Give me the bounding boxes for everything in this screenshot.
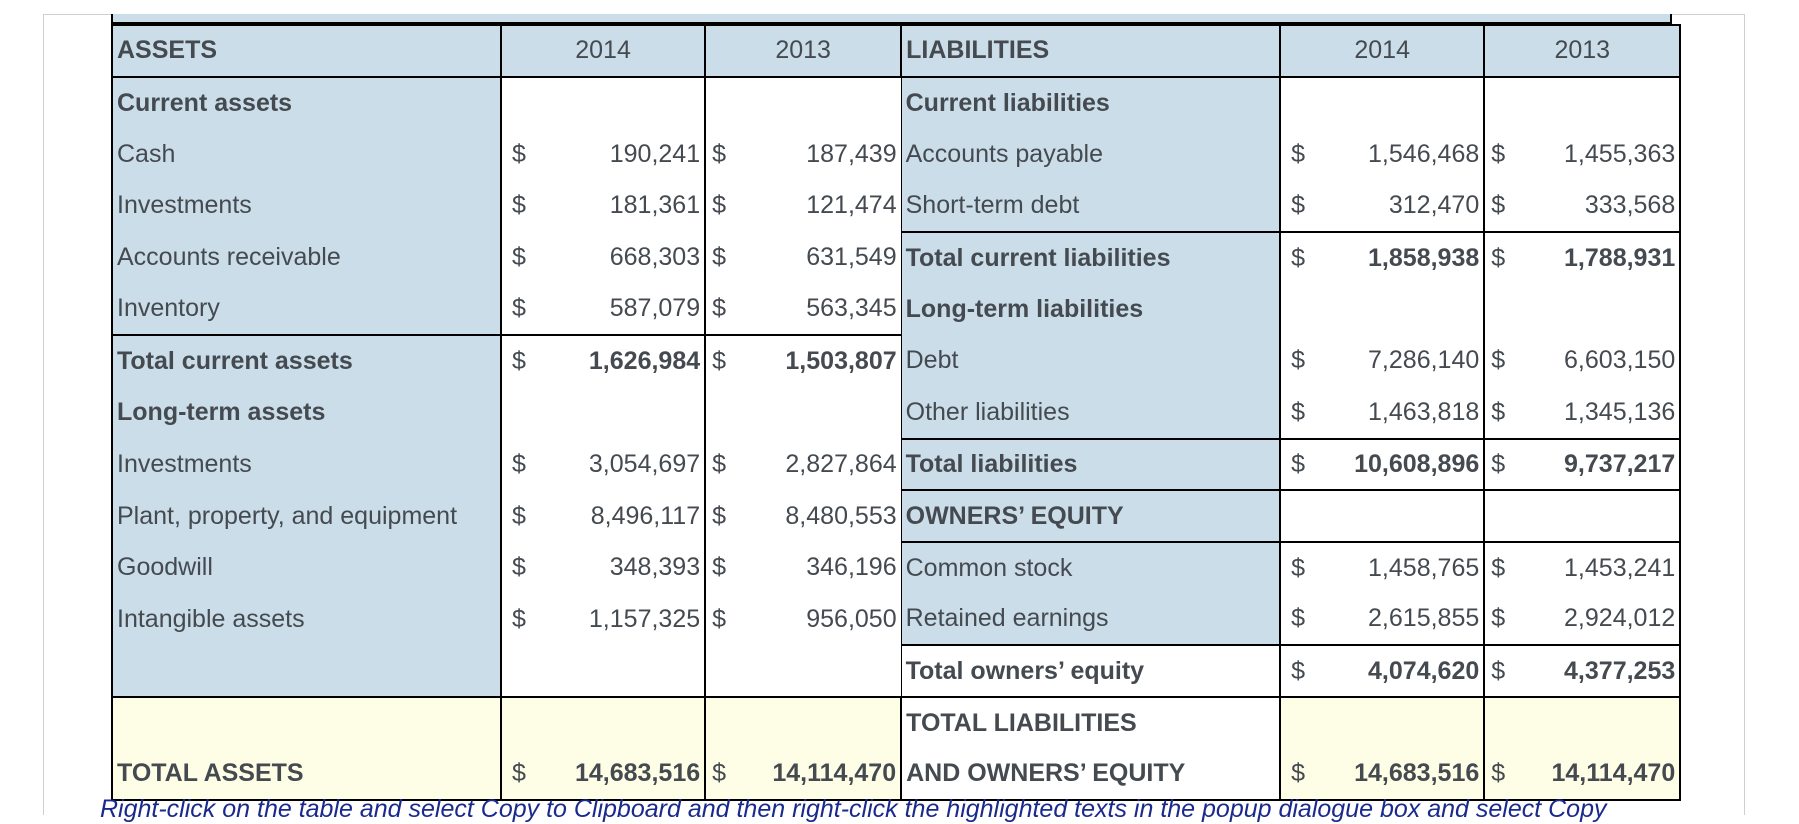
assets-year-2013-header: 2013 — [705, 25, 901, 77]
liability-2014-currency — [1280, 283, 1350, 335]
totals-spacer — [705, 697, 730, 749]
liability-label: Current liabilities — [901, 77, 1280, 129]
asset-label: Long-term assets — [112, 387, 501, 439]
liability-2013-value: 1,455,363 — [1509, 128, 1680, 180]
liability-label: OWNERS’ EQUITY — [901, 490, 1280, 542]
liability-2014-currency — [1280, 490, 1350, 542]
asset-label: Current assets — [112, 77, 501, 129]
table-row — [112, 232, 1680, 284]
asset-label — [112, 645, 501, 697]
liability-label: Total current liabilities — [901, 232, 1280, 284]
totals-spacer — [1509, 697, 1680, 749]
asset-2014-value — [571, 387, 705, 439]
asset-2013-value: 956,050 — [730, 594, 901, 646]
asset-2013-value — [730, 645, 901, 697]
total-liabilities-equity-label-line2: AND OWNERS’ EQUITY — [901, 749, 1280, 801]
asset-2014-currency: $ — [501, 128, 571, 180]
asset-label: Cash — [112, 128, 501, 180]
total-assets-2013-currency: $ — [705, 749, 730, 801]
liability-2013-value: 9,737,217 — [1509, 439, 1680, 491]
liability-2014-currency: $ — [1280, 180, 1350, 232]
asset-2014-value: 587,079 — [571, 283, 705, 335]
asset-2013-value — [730, 77, 901, 129]
total-liab-2014-value: 14,683,516 — [1350, 749, 1484, 801]
balance-sheet-table[interactable] — [111, 24, 1681, 801]
asset-2014-value: 3,054,697 — [571, 439, 705, 491]
asset-2014-currency: $ — [501, 232, 571, 284]
liability-2014-value — [1350, 77, 1484, 129]
asset-label: Investments — [112, 439, 501, 491]
liability-label: Retained earnings — [901, 594, 1280, 646]
liability-2014-currency: $ — [1280, 594, 1350, 646]
asset-2013-currency: $ — [705, 542, 730, 594]
liability-2014-currency: $ — [1280, 335, 1350, 387]
instruction-footnote: Right-click on the table and select Copy to Clipboard and then right-click the highlighted texts in the popup dialogue box and select Copy — [100, 795, 1607, 823]
totals-spacer — [1280, 697, 1350, 749]
asset-2013-currency: $ — [705, 180, 730, 232]
table-top-band — [111, 14, 1672, 24]
asset-label: Investments — [112, 180, 501, 232]
asset-2014-value: 190,241 — [571, 128, 705, 180]
totals-row-top — [112, 697, 1680, 749]
total-liab-2013-value: 14,114,470 — [1509, 749, 1680, 801]
table-row — [112, 542, 1680, 594]
liability-2014-value — [1350, 283, 1484, 335]
asset-label: Intangible assets — [112, 594, 501, 646]
asset-2014-value — [571, 77, 705, 129]
asset-2013-currency: $ — [705, 439, 730, 491]
asset-2013-value: 187,439 — [730, 128, 901, 180]
asset-label: Total current assets — [112, 335, 501, 387]
liability-2013-currency: $ — [1484, 594, 1509, 646]
table-row — [112, 180, 1680, 232]
liability-label: Total owners’ equity — [901, 645, 1280, 697]
liability-2013-currency: $ — [1484, 335, 1509, 387]
liability-2014-value: 1,463,818 — [1350, 387, 1484, 439]
liability-2013-value: 6,603,150 — [1509, 335, 1680, 387]
liability-2014-currency: $ — [1280, 645, 1350, 697]
total-assets-label: TOTAL ASSETS — [112, 749, 501, 801]
asset-2014-value: 1,157,325 — [571, 594, 705, 646]
liability-2013-currency — [1484, 490, 1509, 542]
table-row — [112, 490, 1680, 542]
asset-2013-currency — [705, 387, 730, 439]
totals-spacer — [1484, 697, 1509, 749]
liabilities-year-2014-header: 2014 — [1280, 25, 1484, 77]
asset-2014-value: 8,496,117 — [571, 490, 705, 542]
liability-2013-value: 1,788,931 — [1509, 232, 1680, 284]
liability-2014-value: 2,615,855 — [1350, 594, 1484, 646]
liability-2013-value — [1509, 490, 1680, 542]
asset-2013-currency: $ — [705, 128, 730, 180]
asset-2014-currency — [501, 387, 571, 439]
liability-2014-value: 7,286,140 — [1350, 335, 1484, 387]
asset-2013-value — [730, 387, 901, 439]
total-liabilities-equity-label-line1: TOTAL LIABILITIES — [901, 697, 1280, 749]
liability-2013-currency: $ — [1484, 439, 1509, 491]
asset-2013-value: 121,474 — [730, 180, 901, 232]
totals-spacer — [571, 697, 705, 749]
liability-2014-currency: $ — [1280, 387, 1350, 439]
liability-2014-value: 10,608,896 — [1350, 439, 1484, 491]
liability-label: Accounts payable — [901, 128, 1280, 180]
asset-2014-currency: $ — [501, 490, 571, 542]
liability-2014-currency: $ — [1280, 542, 1350, 594]
table-row — [112, 283, 1680, 335]
liability-2013-currency: $ — [1484, 180, 1509, 232]
assets-header: ASSETS — [112, 25, 501, 77]
table-row — [112, 439, 1680, 491]
liability-2013-currency — [1484, 283, 1509, 335]
asset-2014-value: 348,393 — [571, 542, 705, 594]
asset-2014-currency: $ — [501, 283, 571, 335]
liability-2014-value: 1,858,938 — [1350, 232, 1484, 284]
liability-2013-value — [1509, 77, 1680, 129]
liability-2014-value: 4,074,620 — [1350, 645, 1484, 697]
asset-label: Accounts receivable — [112, 232, 501, 284]
liabilities-year-2013-header: 2013 — [1484, 25, 1680, 77]
header-row — [112, 25, 1680, 77]
liability-label: Total liabilities — [901, 439, 1280, 491]
liability-2013-currency: $ — [1484, 645, 1509, 697]
asset-2014-currency: $ — [501, 439, 571, 491]
liability-2014-value: 312,470 — [1350, 180, 1484, 232]
totals-spacer — [112, 697, 501, 749]
liability-label: Other liabilities — [901, 387, 1280, 439]
liability-2013-currency: $ — [1484, 542, 1509, 594]
total-liab-2013-currency: $ — [1484, 749, 1509, 801]
liability-2014-currency: $ — [1280, 128, 1350, 180]
total-assets-2013-value: 14,114,470 — [730, 749, 901, 801]
table-row — [112, 387, 1680, 439]
liability-2013-value: 1,345,136 — [1509, 387, 1680, 439]
asset-2013-value: 2,827,864 — [730, 439, 901, 491]
asset-2013-value: 563,345 — [730, 283, 901, 335]
liability-2013-value — [1509, 283, 1680, 335]
asset-2014-value: 1,626,984 — [571, 335, 705, 387]
asset-2013-value: 631,549 — [730, 232, 901, 284]
asset-2013-currency: $ — [705, 594, 730, 646]
table-row — [112, 335, 1680, 387]
table-row — [112, 77, 1680, 129]
totals-spacer — [501, 697, 571, 749]
asset-2013-currency: $ — [705, 490, 730, 542]
liability-label: Long-term liabilities — [901, 283, 1280, 335]
asset-2014-currency: $ — [501, 594, 571, 646]
liability-2014-value — [1350, 490, 1484, 542]
asset-2014-value — [571, 645, 705, 697]
liability-label: Short-term debt — [901, 180, 1280, 232]
liability-label: Debt — [901, 335, 1280, 387]
table-row — [112, 645, 1680, 697]
total-assets-2014-value: 14,683,516 — [571, 749, 705, 801]
asset-2014-currency: $ — [501, 542, 571, 594]
liability-2013-value: 2,924,012 — [1509, 594, 1680, 646]
liability-2014-value: 1,458,765 — [1350, 542, 1484, 594]
liability-2014-currency: $ — [1280, 232, 1350, 284]
liability-2013-currency: $ — [1484, 128, 1509, 180]
asset-2014-currency: $ — [501, 335, 571, 387]
asset-label: Inventory — [112, 283, 501, 335]
asset-2014-currency — [501, 77, 571, 129]
liability-2013-currency: $ — [1484, 232, 1509, 284]
totals-spacer — [730, 697, 901, 749]
liability-2014-currency: $ — [1280, 439, 1350, 491]
asset-2013-currency: $ — [705, 232, 730, 284]
liability-2013-currency — [1484, 77, 1509, 129]
liability-2013-currency: $ — [1484, 387, 1509, 439]
total-liab-2014-currency: $ — [1280, 749, 1350, 801]
asset-2014-currency: $ — [501, 180, 571, 232]
liabilities-header: LIABILITIES — [901, 25, 1280, 77]
liability-2013-value: 1,453,241 — [1509, 542, 1680, 594]
liability-2013-value: 4,377,253 — [1509, 645, 1680, 697]
asset-2014-currency — [501, 645, 571, 697]
asset-2013-value: 8,480,553 — [730, 490, 901, 542]
liability-2014-value: 1,546,468 — [1350, 128, 1484, 180]
table-row — [112, 128, 1680, 180]
asset-2013-currency: $ — [705, 335, 730, 387]
asset-label: Goodwill — [112, 542, 501, 594]
total-assets-2014-currency: $ — [501, 749, 571, 801]
liability-2014-currency — [1280, 77, 1350, 129]
asset-2013-value: 346,196 — [730, 542, 901, 594]
liability-label: Common stock — [901, 542, 1280, 594]
table-row — [112, 594, 1680, 646]
asset-2013-currency: $ — [705, 283, 730, 335]
assets-year-2014-header: 2014 — [501, 25, 705, 77]
totals-spacer — [1350, 697, 1484, 749]
asset-2014-value: 668,303 — [571, 232, 705, 284]
asset-label: Plant, property, and equipment — [112, 490, 501, 542]
asset-2014-value: 181,361 — [571, 180, 705, 232]
totals-row — [112, 749, 1680, 801]
asset-2013-currency — [705, 77, 730, 129]
liability-2013-value: 333,568 — [1509, 180, 1680, 232]
asset-2013-currency — [705, 645, 730, 697]
asset-2013-value: 1,503,807 — [730, 335, 901, 387]
